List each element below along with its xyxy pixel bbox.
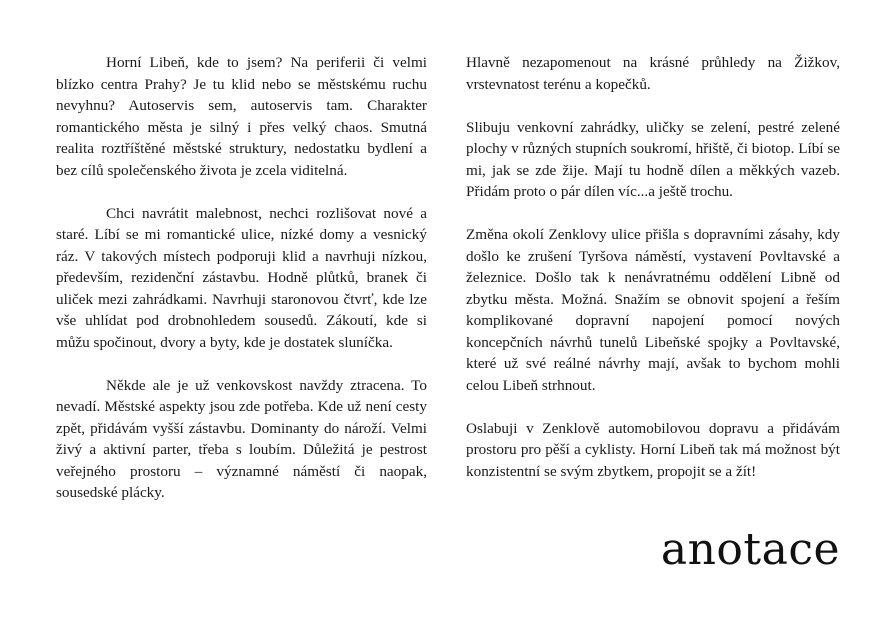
paragraph: Hlavně nezapomenout na krásné průhledy na Žižkov, vrstevnatost terénu a kopečků. [466, 54, 840, 93]
section-title: anotace [660, 524, 840, 575]
paragraph: Oslabuji v Zenklově automobilovou dopravu a přidávám prostoru pro pěší a cyklisty. Horní Libeň tak má možnost být konzistentní se svým zbytkem, propojit se a žít! [466, 419, 840, 480]
left-text-column [56, 52, 427, 525]
paragraph: Změna okolí Zenklovy ulice přišla s dopravními zásahy, kdy došlo ke zrušení Tyršova náměstí, vystavení Povltavské a železnice. Došlo tak k nenávratnému oddělení Libně od zbytku města. Možná. Snažím se obnovit spojení a řeším komplikované dopravní napojení pomocí nových koncepčních návrhů tunelů Libeňské spojky a Povltavské, které už své reálné návrhy mají, avšak to bychom mohli celou Libeň strhnout. [466, 226, 840, 394]
paragraph: Slibuju venkovní zahrádky, uličky se zelení, pestré zelené plochy v různých stupních soukromí, hřiště, či biotop. Líbí se mi, jak se zde žije. Mají tu hodně dílen a měkkých vazeb. Přidám proto o pár dílen víc...a ještě trochu. [466, 118, 840, 200]
paragraph: Chci navrátit malebnost, nechci rozlišovat nové a staré. Líbí se mi romantické ulice, nízké domy a vesnický ráz. V takových místech podporuji klid a navrhuji nízkou, především, rezidenční zástavbu. Hodně plůtků, branek či uliček mezi zahrádkami. Navrhuji staronovou čtvrť, kde lze vše uhlídat pod drobnohledem sousedů. Zákoutí, kde si můžu spočinout, dvory a byty, kde je dostatek sluníčka. [56, 204, 427, 351]
right-text-column [466, 52, 840, 504]
paragraph: Někde ale je už venkovskost navždy ztracena. To nevadí. Městské aspekty jsou zde potřeba. Kde už není cesty zpět, přidávám vyšší zástavbu. Dominanty do nároží. Velmi živý a aktivní parter, třeba s loubím. Důležitá je pestrost veřejného prostoru – významné náměstí či naopak, sousedské plácky. [56, 376, 427, 501]
paragraph: Horní Libeň, kde to jsem? Na periferii či velmi blízko centra Prahy? Je tu klid nebo se městskému ruchu nevyhnu? Autoservis sem, autoservis tam. Charakter romantického města je silný i přes velký chaos. Smutná realita roztříštěné městské struktury, nedostatku bydlení a bez cílů společenského života je zcela viditelná. [56, 54, 427, 179]
